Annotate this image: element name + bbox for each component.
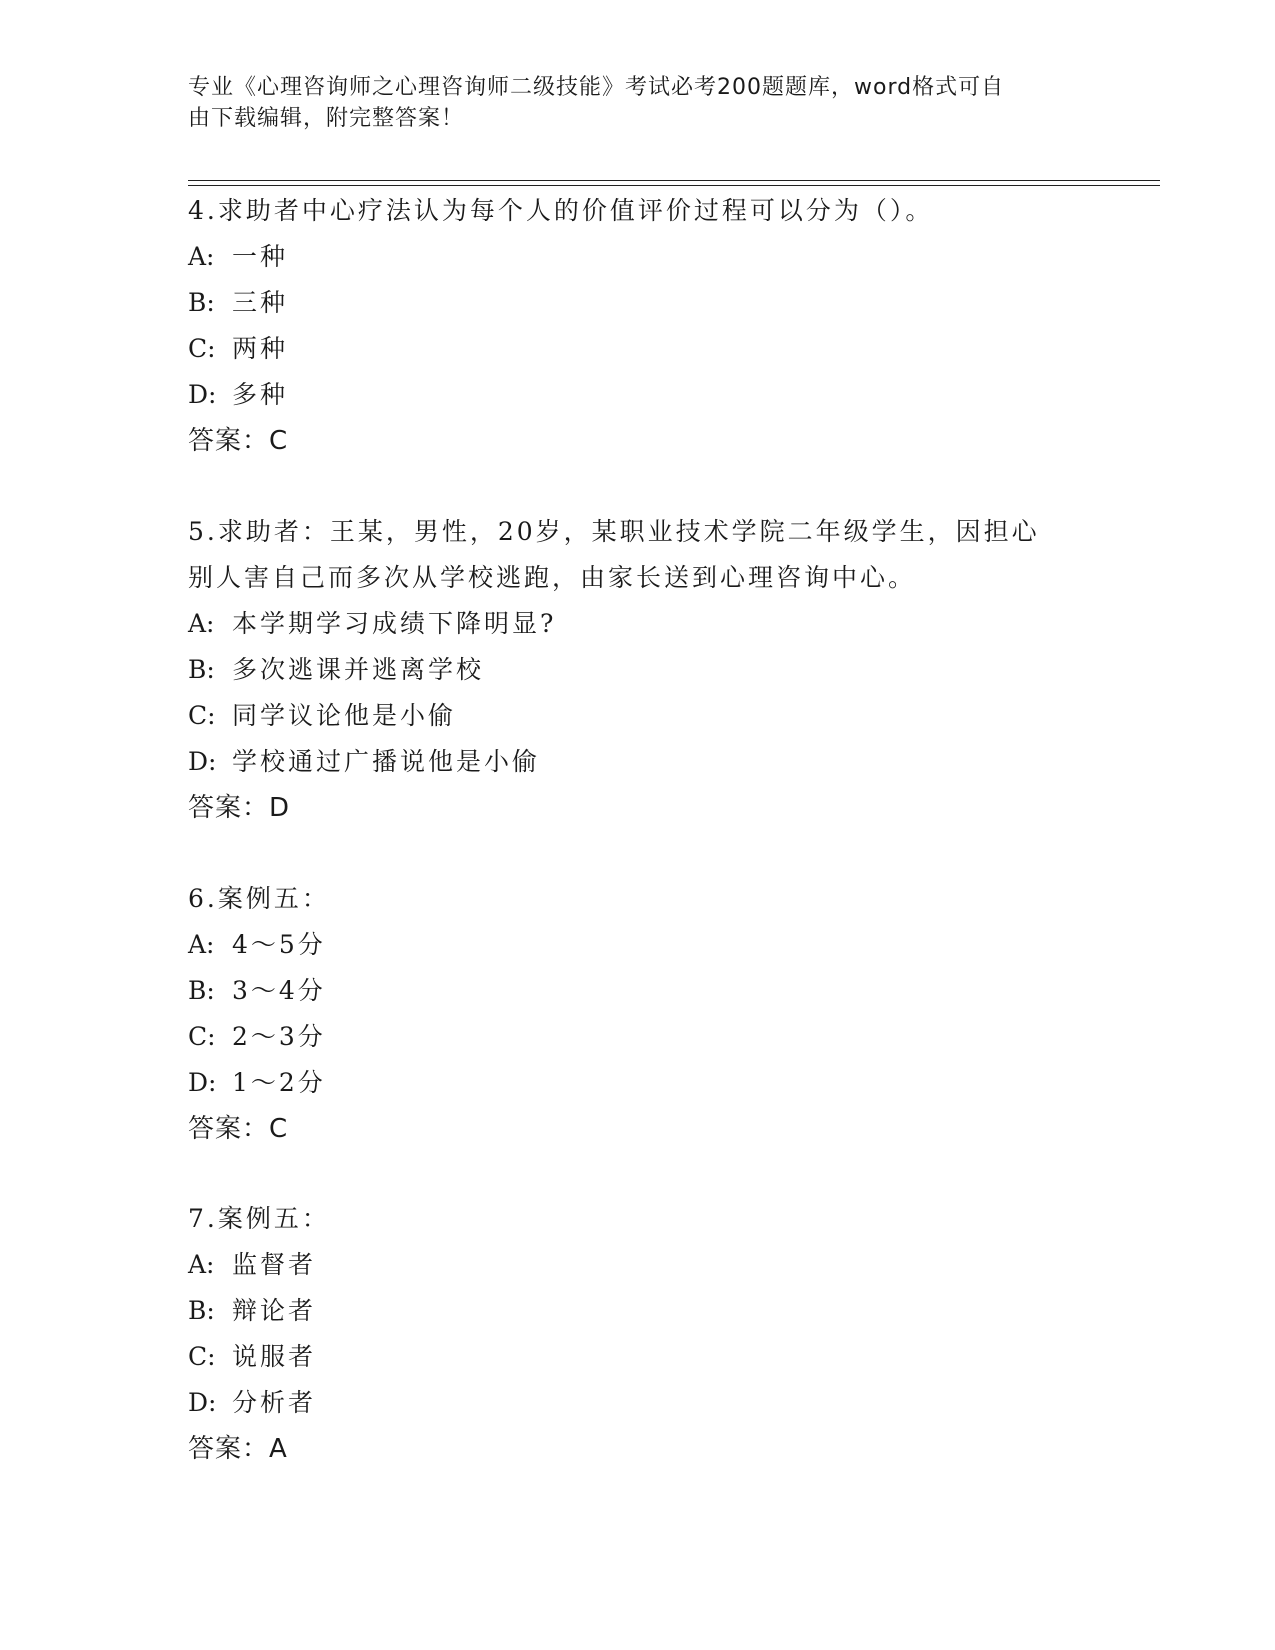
option-a <box>188 922 1088 968</box>
option-a <box>188 1242 1088 1288</box>
option-text: 多种 <box>232 380 289 409</box>
option-letter: C: <box>188 701 216 730</box>
header-divider-top <box>188 180 1160 181</box>
option-b <box>188 280 1088 326</box>
header-line-1: 专业《心理咨询师之心理咨询师二级技能》考试必考200题题库，word格式可自 <box>188 75 1005 100</box>
option-a <box>188 601 1088 647</box>
option-c <box>188 1334 1088 1380</box>
option-c <box>188 1014 1088 1060</box>
option-text: 说服者 <box>232 1342 317 1371</box>
option-text: 4～5分 <box>232 930 326 959</box>
question-block <box>188 1196 1088 1472</box>
question-stem-line-2: 别人害自己而多次从学校逃跑，由家长送到心理咨询中心。 <box>188 563 917 592</box>
option-letter: B: <box>188 288 215 317</box>
question-block <box>188 188 1088 464</box>
option-letter: C: <box>188 1342 216 1371</box>
answer-line: 答案：D <box>188 793 291 823</box>
question-stem-line-1: 5.求助者：王某，男性，20岁，某职业技术学院二年级学生，因担心 <box>188 517 1040 546</box>
option-letter: D: <box>188 1388 217 1417</box>
option-d <box>188 372 1088 418</box>
option-b <box>188 1288 1088 1334</box>
option-c <box>188 326 1088 372</box>
option-letter: D: <box>188 380 217 409</box>
option-letter: D: <box>188 1068 217 1097</box>
header-divider-bottom <box>188 185 1160 186</box>
option-letter: B: <box>188 655 215 684</box>
question-stem: 6.案例五： <box>188 884 330 913</box>
option-text: 多次逃课并逃离学校 <box>232 655 485 684</box>
option-letter: C: <box>188 334 216 363</box>
option-letter: D: <box>188 747 217 776</box>
option-a <box>188 234 1088 280</box>
option-text: 3～4分 <box>232 976 326 1005</box>
question-stem: 4.求助者中心疗法认为每个人的价值评价过程可以分为（）。 <box>188 196 934 225</box>
option-text: 1～2分 <box>232 1068 326 1097</box>
option-letter: B: <box>188 976 215 1005</box>
option-letter: A: <box>188 609 215 638</box>
answer-line: 答案：C <box>188 1114 289 1144</box>
option-letter: C: <box>188 1022 216 1051</box>
option-text: 2～3分 <box>232 1022 326 1051</box>
option-text: 一种 <box>232 242 289 271</box>
option-text: 监督者 <box>232 1250 317 1279</box>
option-text: 同学议论他是小偷 <box>232 701 457 730</box>
answer-line: 答案：A <box>188 1434 288 1464</box>
option-letter: A: <box>188 1250 215 1279</box>
question-block <box>188 876 1088 1152</box>
option-text: 学校通过广播说他是小偷 <box>232 747 541 776</box>
question-stem: 7.案例五： <box>188 1204 330 1233</box>
option-text: 三种 <box>232 288 289 317</box>
header-line-2: 由下载编辑，附完整答案！ <box>188 106 465 131</box>
option-letter: B: <box>188 1296 215 1325</box>
answer-line: 答案：C <box>188 426 289 456</box>
question-block <box>188 509 1088 831</box>
option-b <box>188 647 1088 693</box>
option-d <box>188 1060 1088 1106</box>
option-text: 本学期学习成绩下降明显? <box>232 609 557 638</box>
option-text: 分析者 <box>232 1388 317 1417</box>
option-letter: A: <box>188 242 215 271</box>
option-text: 两种 <box>232 334 289 363</box>
option-text: 辩论者 <box>232 1296 317 1325</box>
option-letter: A: <box>188 930 215 959</box>
option-c <box>188 693 1088 739</box>
option-d <box>188 1380 1088 1426</box>
document-header <box>188 72 1068 134</box>
option-d <box>188 739 1088 785</box>
option-b <box>188 968 1088 1014</box>
